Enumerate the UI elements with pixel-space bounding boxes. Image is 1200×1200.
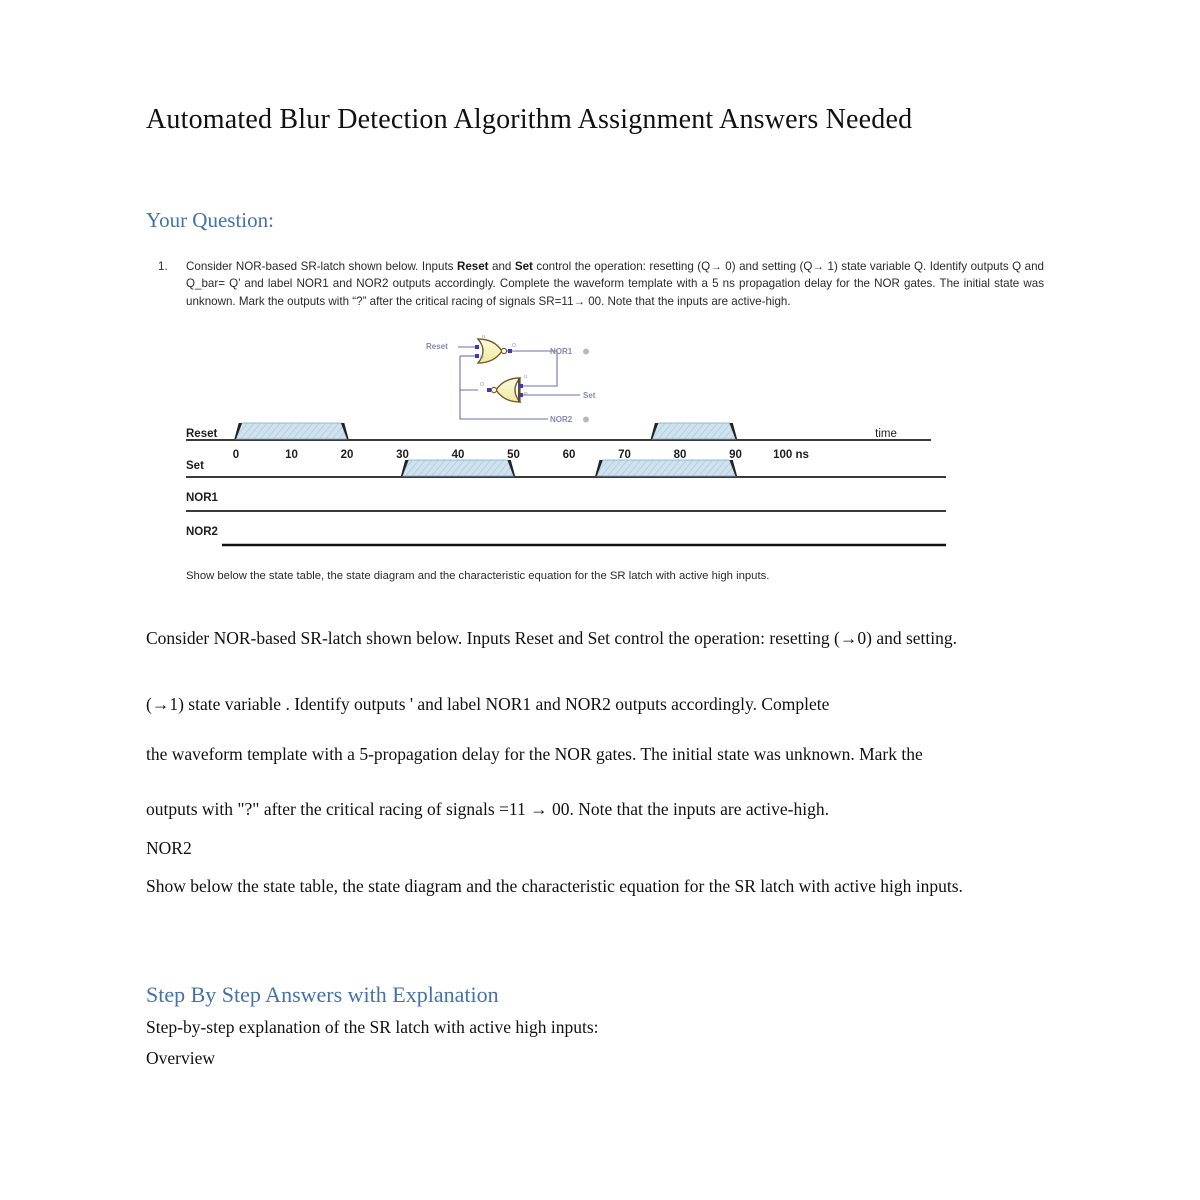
question-text-part2: and	[488, 260, 515, 273]
axis-tick-label: 70	[618, 449, 631, 461]
waveform-row-label: Set	[186, 460, 204, 472]
nor1-input-hi-label: I1	[482, 334, 486, 339]
body-paragraph-8: Overview	[146, 1048, 216, 1068]
axis-time-label: time	[875, 428, 897, 440]
waveform-row-nor2	[186, 526, 946, 545]
page-title: Automated Blur Detection Algorithm Assignment Answers Needed	[146, 104, 913, 135]
axis-tick-label: 50	[507, 449, 520, 461]
circuit-reset-label: Reset	[426, 342, 448, 351]
waveform-row-label: NOR2	[186, 526, 218, 538]
body-paragraph-6: Show below the state table, the state diagram and the characteristic equation for the SR latch with active high inputs.	[146, 876, 963, 896]
waveform-row-nor1	[186, 492, 946, 511]
axis-tick-label: 100 ns	[773, 449, 809, 461]
your-question-heading: Your Question:	[146, 208, 274, 232]
body-paragraph-5: NOR2	[146, 838, 192, 858]
nor1-input-lo-label: I0	[480, 354, 484, 360]
question-text	[186, 258, 1044, 310]
nor-gate-2	[491, 378, 520, 402]
waveform-svg	[186, 418, 962, 550]
body-paragraph-3: the waveform template with a 5-propagation delay for the NOR gates. The initial state was unknown. Mark the	[146, 744, 923, 764]
body-paragraph-4: outputs with "?" after the critical racing of signals =11 → 00. Note that the inputs are active-high.	[146, 799, 829, 819]
question-text-part1: Consider NOR-based SR-latch shown below. Inputs	[186, 260, 457, 273]
waveform-row-reset	[186, 423, 931, 440]
waveform-pulse	[652, 423, 735, 439]
nor1-terminal-dot	[583, 349, 589, 355]
waveform-row-label: Reset	[186, 428, 218, 440]
waveform-row-label: NOR1	[186, 492, 218, 504]
body-paragraph-2: (→1) state variable . Identify outputs ' and label NOR1 and NOR2 outputs accordingly. Complete	[146, 694, 830, 714]
axis-tick-label: 90	[729, 449, 742, 461]
waveform-pulse	[597, 460, 736, 476]
circuit-nor1-label: NOR1	[550, 347, 573, 356]
axis-tick-label: 10	[285, 449, 298, 461]
nor2-input-lo-label: I0	[524, 391, 528, 396]
axis-tick-label: 40	[451, 449, 465, 461]
circuit-set-label: Set	[583, 391, 596, 400]
waveform-pulse	[403, 460, 514, 476]
axis-tick-label: 20	[340, 449, 354, 461]
question-bold-reset: Reset	[456, 260, 489, 273]
waveform-template	[186, 418, 962, 550]
question-block	[158, 258, 1044, 310]
nor2-input-hi-label: I1	[524, 374, 528, 379]
step-by-step-heading: Step By Step Answers with Explanation	[146, 982, 499, 1007]
axis-tick-label: 0	[232, 449, 240, 461]
waveform-pulse	[236, 423, 347, 439]
waveform-row-set	[186, 460, 946, 477]
question-number: 1.	[158, 260, 168, 273]
axis-tick-label: 30	[396, 449, 409, 461]
nor1-output-label: O	[512, 343, 516, 349]
axis-tick-label: 80	[673, 449, 687, 461]
axis-tick-label: 60	[562, 449, 576, 461]
nor2-output-label: O	[480, 382, 484, 388]
waveform-caption: Show below the state table, the state diagram and the characteristic equation for the SR latch with active high inputs.	[186, 570, 770, 582]
body-paragraph-1: Consider NOR-based SR-latch shown below. Inputs Reset and Set control the operation: resetting (→0) and setting.	[146, 628, 958, 648]
question-bold-set: Set	[514, 260, 533, 273]
question-text-part3: control the operation: resetting (Q→ 0) and setting (Q→ 1) state variable Q. Identify outputs Q and Q_bar= Q’ and label NOR1 and NOR2 outputs accordingly. Complete the waveform template with a 5 ns propagation delay for the NOR gates. The initial state was unknown. Mark the outputs with “?” after the critical racing of signals SR=11→ 00. Note that the inputs are active-high.	[186, 260, 1044, 308]
body-paragraph-7: Step-by-step explanation of the SR latch with active high inputs:	[146, 1017, 599, 1037]
circuit-nor2-label: NOR2	[550, 415, 573, 424]
